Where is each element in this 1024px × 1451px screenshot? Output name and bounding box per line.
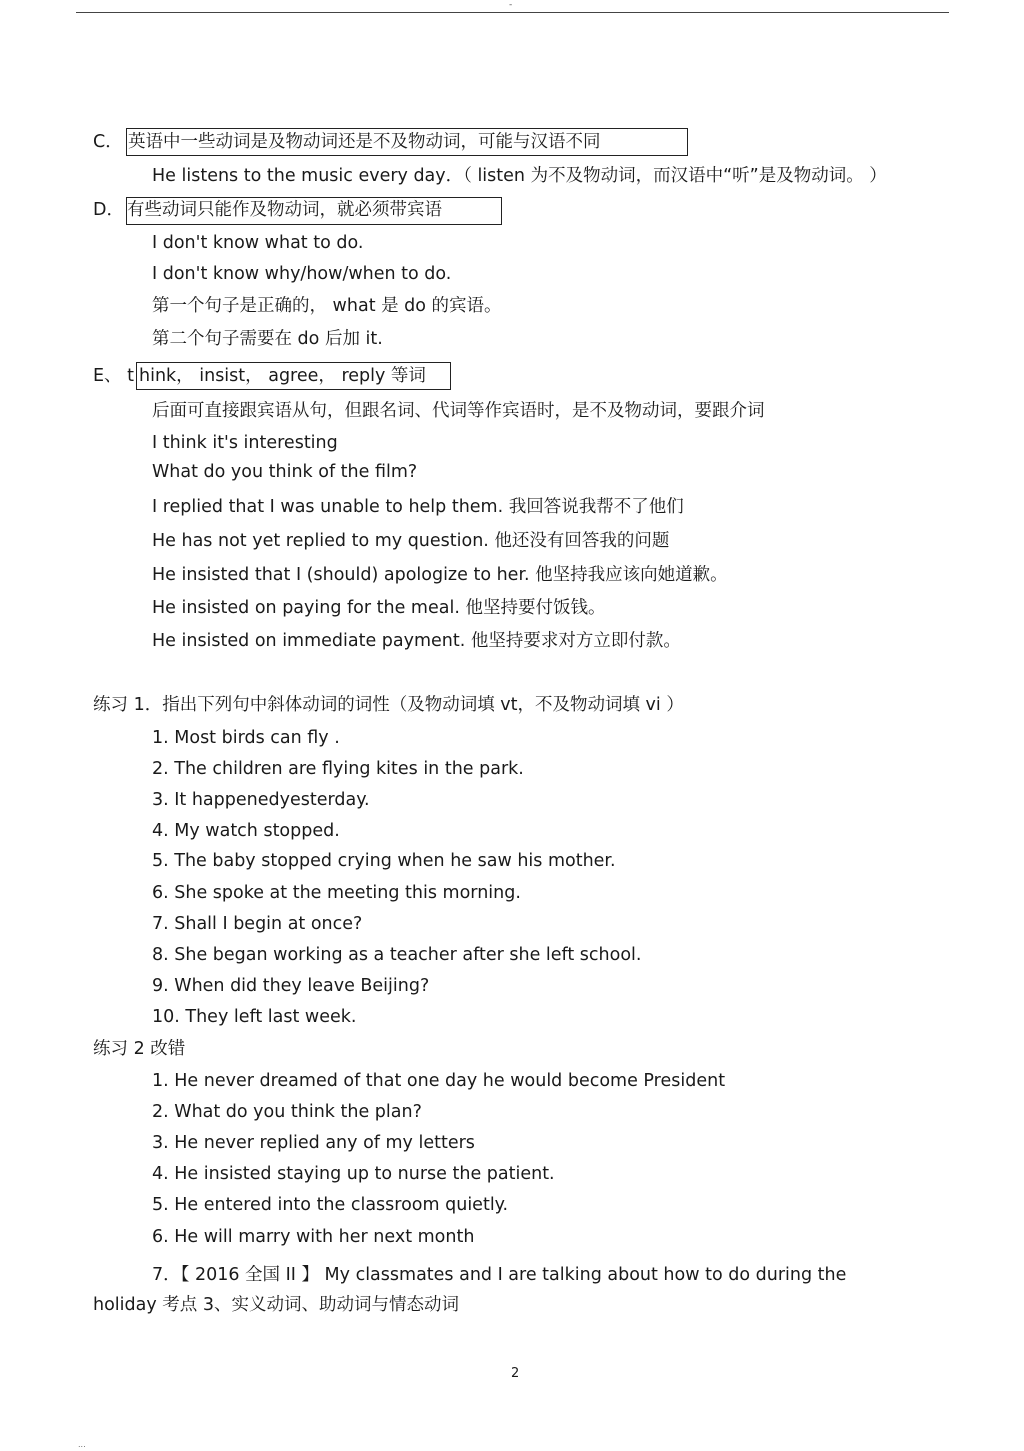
exercise-1-item: 2. The children are flying kites in the park. — [152, 759, 524, 779]
section-e-prefix: E、 t — [93, 366, 134, 386]
exercise-2-title: 练习 2 改错 — [93, 1039, 186, 1059]
section-e-line: I think it's interesting — [152, 433, 338, 453]
exercise-1-title: 练习 1．指出下列句中斜体动词的词性（及物动词填 vt，不及物动词填 vi ） — [93, 695, 684, 715]
section-c-prefix: C． — [93, 132, 123, 152]
exercise-2-continuation: holiday 考点 3、实义动词、助动词与情态动词 — [93, 1295, 459, 1315]
section-d-title: 有些动词只能作及物动词，就必须带宾语 — [127, 200, 442, 220]
exercise-2-item: 6. He will marry with her next month — [152, 1227, 475, 1247]
exercise-1-item: 1. Most birds can fly . — [152, 728, 340, 748]
section-c-example: He listens to the music every day．（ listen 为不及物动词，而汉语中“听”是及物动词。 ） — [152, 166, 887, 186]
section-d-line: 第二个句子需要在 do 后加 it. — [152, 329, 383, 349]
exercise-2-item: 4. He insisted staying up to nurse the patient. — [152, 1164, 555, 1184]
exercise-1-item: 8. She began working as a teacher after she left school. — [152, 945, 642, 965]
corner-mark: ... — [78, 1440, 86, 1449]
exercise-1-item: 10. They left last week. — [152, 1007, 357, 1027]
exercise-1-item: 7. Shall I begin at once? — [152, 914, 363, 934]
exercise-1-item: 4. My watch stopped. — [152, 821, 340, 841]
exercise-2-item: 1. He never dreamed of that one day he would become President — [152, 1071, 726, 1091]
exercise-1-item: 5. The baby stopped crying when he saw his mother. — [152, 851, 616, 871]
page-number: 2 — [511, 1366, 520, 1381]
exercise-2-item: 5. He entered into the classroom quietly. — [152, 1195, 509, 1215]
section-e-line: He insisted that I (should) apologize to her. 他坚持我应该向她道歉。 — [152, 565, 728, 585]
header-rule — [76, 12, 949, 13]
exercise-2-item: 2. What do you think the plan? — [152, 1102, 422, 1122]
exercise-1-item: 9. When did they leave Beijing? — [152, 976, 430, 996]
section-d-line: I don't know why/how/when to do. — [152, 264, 452, 284]
section-e-title: hink， insist， agree， reply 等词 — [139, 366, 426, 386]
section-d-line: I don't know what to do. — [152, 233, 364, 253]
section-d-line: 第一个句子是正确的， what 是 do 的宾语。 — [152, 296, 502, 316]
exercise-1-item: 6. She spoke at the meeting this morning. — [152, 883, 521, 903]
section-e-line: He has not yet replied to my question. 他还没有回答我的问题 — [152, 531, 670, 551]
exercise-1-item: 3. It happenedyesterday. — [152, 790, 370, 810]
section-e-line: I replied that I was unable to help them. 我回答说我帮不了他们 — [152, 497, 684, 517]
section-e-line: What do you think of the film? — [152, 462, 418, 482]
exercise-2-item: 3. He never replied any of my letters — [152, 1133, 475, 1153]
exercise-2-item: 7．【 2016 全国 II 】 My classmates and I are talking about how to do during the — [152, 1265, 847, 1285]
section-e-line: He insisted on immediate payment. 他坚持要求对方立即付款。 — [152, 631, 681, 651]
section-c-title: 英语中一些动词是及物动词还是不及物动词，可能与汉语不同 — [128, 132, 601, 152]
section-e-line: He insisted on paying for the meal. 他坚持要付饭钱。 — [152, 598, 606, 618]
section-d-prefix: D． — [93, 200, 124, 220]
header-mark: - — [509, 0, 513, 10]
section-e-line: 后面可直接跟宾语从句，但跟名词、代词等作宾语时，是不及物动词，要跟介词 — [152, 401, 765, 421]
